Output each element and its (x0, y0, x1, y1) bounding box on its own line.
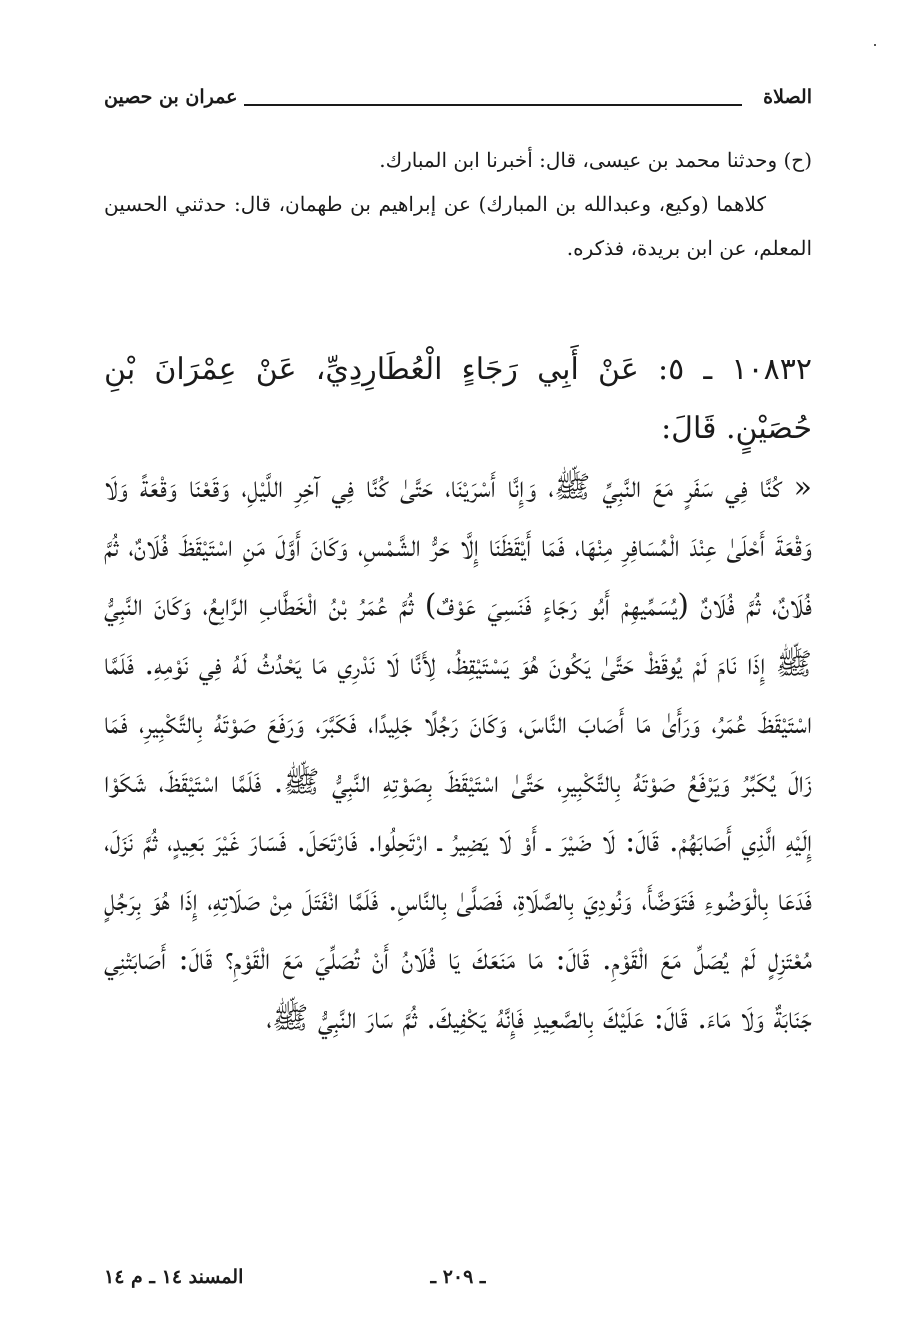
hadith-intro: عَنْ أَبِي رَجَاءٍ الْعُطَارِدِيِّ، عَنْ عِمْرَانَ بْنِ حُصَيْنٍ. قَالَ: (104, 352, 812, 446)
isnad-line-2: كلاهما (وكيع، وعبدالله بن المبارك) عن إبراهيم بن طهمان، قال: حدثني الحسين المعلم، عن ابن بريدة، فذكره. (104, 192, 812, 260)
page-number: ـ ٢٠٩ ـ (430, 1266, 486, 1288)
page-footer (104, 1266, 812, 1300)
header-rule (244, 104, 742, 106)
printer-signature: المسند ١٤ ـ م ١٤ (104, 1266, 244, 1288)
hadith-text: « كُنَّا فِي سَفَرٍ مَعَ النَّبِيِّ ﷺ، وَإِنَّا أَسْرَيْنَا، حَتَّىٰ كُنَّا فِي آخِرِ اللَّيْلِ، وَقَعْنَا وَقْعَةً وَلَا وَقْعَةَ أَحْلَىٰ عِنْدَ الْمُسَافِرِ مِنْهَا، فَمَا أَيْقَظَنَا إِلَّا حَرُّ الشَّمْسِ، وَكَانَ أَوَّلَ مَنِ اسْتَيْقَظَ فُلَانٌ، ثُمَّ فُلَانٌ، ثُمَّ فُلَانٌ (يُسَمِّيهِمْ أَبُو رَجَاءٍ فَنَسِيَ عَوْفٌ) ثُمَّ عُمَرُ بْنُ الْخَطَّابِ الرَّابِعُ، وَكَانَ النَّبِيُّ ﷺ إِذَا نَامَ لَمْ يُوقَظْ حَتَّىٰ يَكُونَ هُوَ يَسْتَيْقِظُ، لِأَنَّا لَا نَدْرِي مَا يَحْدُثُ لَهُ فِي نَوْمِهِ. فَلَمَّا اسْتَيْقَظَ عُمَرُ، وَرَأَىٰ مَا أَصَابَ النَّاسَ، وَكَانَ رَجُلًا جَلِيدًا، فَكَبَّرَ، وَرَفَعَ صَوْتَهُ بِالتَّكْبِيرِ، فَمَا زَالَ يُكَبِّرُ وَيَرْفَعُ صَوْتَهُ بِالتَّكْبِيرِ، حَتَّىٰ اسْتَيْقَظَ بِصَوْتِهِ النَّبِيُّ ﷺ. فَلَمَّا اسْتَيْقَظَ، شَكَوْا إِلَيْهِ الَّذِي أَصَابَهُمْ. قَالَ: لَا ضَيْرَ ـ أَوْ لَا يَضِيرُ ـ ارْتَحِلُوا. فَارْتَحَلَ. فَسَارَ غَيْرَ بَعِيدٍ، ثُمَّ نَزَلَ، فَدَعَا بِالْوَضُوءِ فَتَوَضَّأَ، وَنُودِيَ بِالصَّلَاةِ، فَصَلَّىٰ بِالنَّاسِ. فَلَمَّا انْفَتَلَ مِنْ صَلَاتِهِ، إِذَا هُوَ بِرَجُلٍ مُعْتَزِلٍ لَمْ يُصَلِّ مَعَ الْقَوْمِ. قَالَ: مَا مَنَعَكَ يَا فُلَانُ أَنْ تُصَلِّيَ مَعَ الْقَوْمِ؟ قَالَ: أَصَابَتْنِي جَنَابَةٌ وَلَا مَاءَ. قَالَ: عَلَيْكَ بِالصَّعِيدِ فَإِنَّهُ يَكْفِيكَ. ثُمَّ سَارَ النَّبِيُّ ﷺ، (104, 470, 812, 1036)
hadith-number: ١٠٨٣٢ ـ ٥: (657, 352, 812, 387)
hadith-header (104, 340, 812, 458)
isnad-line-1: (ح) وحدثنا محمد بن عيسى، قال: أخبرنا ابن المبارك. (379, 148, 812, 172)
hadith-block (104, 340, 812, 1048)
isnad-block (104, 138, 812, 270)
section-title: عمران بن حصين (104, 86, 238, 108)
running-head (104, 86, 812, 120)
scan-speck (874, 44, 876, 46)
chapter-title: الصلاة (763, 86, 812, 108)
